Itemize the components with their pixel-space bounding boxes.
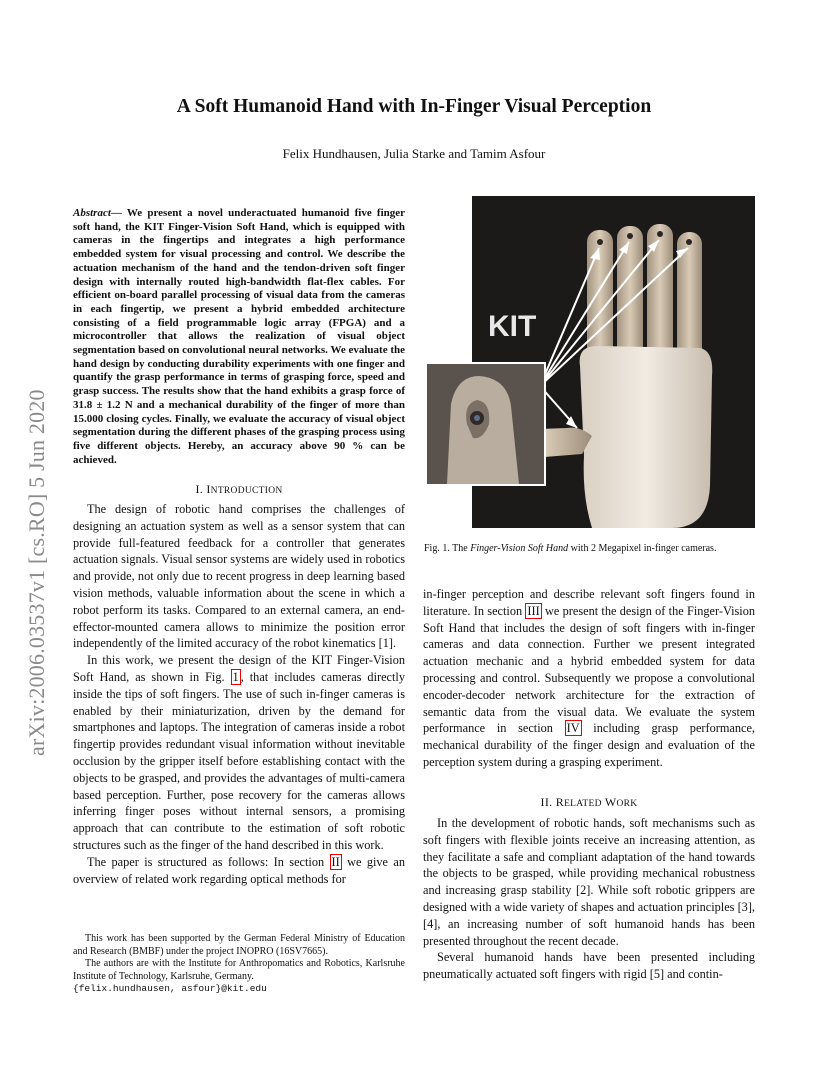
related-paragraph-1: In the development of robotic hands, soft mechanisms such as soft fingers with flexible joints receive an increasing attention, as they facilitate a safe and compliant adaptation of the hand towards the objects to be grasped, while providing mechanical robustness and increasing grasp stability [2]. While soft robotic grippers are designed with a wide variety of shapes and actuation principles [3], [4], an increasing number of soft humanoid hands has been presented throughout the recent decade. [423, 816, 755, 948]
caption-pre: The [452, 543, 471, 554]
section-rest: NTRODUCTION [210, 486, 283, 496]
section-iii-ref-link[interactable]: III [527, 603, 540, 618]
introduction-body [73, 501, 405, 887]
footnote [73, 933, 405, 996]
caption-label: Fig. 1. [424, 543, 450, 554]
section-number: I. [195, 482, 204, 496]
fig-ref-link[interactable]: 1 [232, 669, 239, 684]
caption-post: with 2 Megapixel in-finger cameras. [568, 543, 717, 554]
kit-logo: KIT [488, 310, 537, 343]
intro-paragraph-1: The design of robotic hand comprises the challenges of designing an actuation system as well as a sensor system that can provide full-featured feedback for a controller that generates actuation signals. Visual sensor systems are widely used in robotics and provide, not only due to recent progress in deep learning based vision methods, valuable information about the scene in which a robot perform its tasks. Compared to an external camera, an end-effector-mounted camera allows to minimize the position error independently of the limited accuracy of the robot kinematics [1]. [73, 502, 405, 651]
section2-rest-1: ELATED [564, 799, 602, 809]
intro-paragraph-3 [73, 854, 405, 888]
right-p1-text-c: including grasp performance, mechanical durability of the finger design and evaluation of the perception system during a grasping experiment. [423, 721, 755, 769]
section2-rest-2: ORK [616, 799, 638, 809]
intro-p2-text-b: , that includes cameras directly inside the tips of soft fingers. The use of such in-finger cameras is enabled by their miniaturization, driven by the demand for smartphones and laptops. The integration of cameras inside a robot fingertip provides redundant visual information without inevitable occlusion by the gripper itself before establishing contact with the objects to be grasped, and provides the advantages of multi-camera based perception. Further, pose recovery for the cameras allows inferring finger poses without internal sensors, a promising approach that can contribute to the estimation of soft robotic structures such as the finger of the hand described in this work. [73, 669, 405, 852]
abstract-lead: Abstract [73, 207, 111, 219]
footnote-email: {felix.hundhausen, asfour}@kit.edu [73, 983, 267, 994]
abstract-dash: — [110, 207, 122, 219]
section-iv-ref-link[interactable]: IV [566, 721, 580, 736]
fingertip-illustration [427, 364, 544, 484]
section-heading-introduction [73, 482, 405, 497]
figure-caption [424, 543, 756, 554]
section2-initial-2: W [604, 795, 617, 809]
abstract [73, 207, 405, 467]
caption-italic: Finger-Vision Soft Hand [470, 543, 569, 554]
right-p1-text-a: in-finger perception and describe relevant soft fingers found in literature. In section [423, 587, 755, 618]
section2-initial-1: R [555, 795, 565, 809]
right-column-body [423, 586, 755, 771]
intro-p2-text-a: In this work, we present the design of the KIT Finger-Vision Soft Hand, as shown in Fig. [73, 653, 405, 684]
section2-number: II. [540, 795, 553, 809]
intro-p3-text-b: we give an overview of related work regarding optical methods for [73, 854, 405, 886]
arxiv-stamp [24, 296, 48, 756]
right-p1-text-b: we present the design of the Finger-Vision Soft Hand that includes the design of soft fingers with in-finger cameras and data connection. Further we present integrated actuation mechanic and a hybrid embedded system for data processing and control. Subsequently we propose a convolutional encoder-decoder network architecture for the extraction of semantic data from the visual data. We evaluate the system performance in section [423, 603, 755, 736]
intro-paragraph-2 [73, 652, 405, 854]
paper-title: A Soft Humanoid Hand with In-Finger Visual Perception [176, 96, 652, 117]
footnote-funding: This work has been supported by the German Federal Ministry of Education and Research (BMBF) under the project INOPRO (16SV7665). [73, 933, 405, 957]
related-work-body [423, 815, 755, 983]
section-heading-related-work [423, 795, 755, 810]
footnote-affiliation: The authors are with the Institute for Anthropomatics and Robotics, Karlsruhe Institute of Technology, Karlsruhe, Germany. [73, 958, 405, 982]
related-paragraph-2: Several humanoid hands have been presented including pneumatically actuated soft fingers with rigid [5] and contin- [423, 950, 755, 982]
arxiv-stamp-text: arXiv:2006.03537v1 [cs.RO] 5 Jun 2020 [24, 389, 49, 756]
section-ref-link[interactable]: II [331, 854, 340, 869]
paper-authors: Felix Hundhausen, Julia Starke and Tamim Asfour [282, 146, 546, 161]
figure-fingertip-inset [425, 362, 546, 486]
intro-p3-text-a: The paper is structured as follows: In section [87, 854, 330, 869]
abstract-text: We present a novel underactuated humanoid five finger soft hand, the KIT Finger-Vision Soft Hand, which is equipped with cameras in the fingertips and integrates a high performance embedded system for visual processing and control. We describe the actuation mechanism of the hand and the tendon-driven soft finger design with internally routed high-bandwidth flat-flex cables. For efficient on-board parallel processing of visual data from the cameras in each fingertip, we present a hybrid embedded architecture consisting of a field programmable logic array (FPGA) and a microcontroller that allows the realization of visual object segmentation based on convolutional neural networks. We evaluate the hand design by conducting durability experiments with one finger and quantify the grasp performance in terms of grasping force, speed and grasp success. The results show that the hand exhibits a grasp force of 31.8 ± 1.2 N and a mechanical durability of the finger of more than 15.000 closing cycles. Finally, we evaluate the accuracy of visual object segmentation during the different phases of the grasping process using five different objects. Hereby, an accuracy above 90 % can be achieved. [73, 207, 406, 466]
right-paragraph-1 [423, 586, 755, 771]
section-initial: I [206, 482, 211, 496]
